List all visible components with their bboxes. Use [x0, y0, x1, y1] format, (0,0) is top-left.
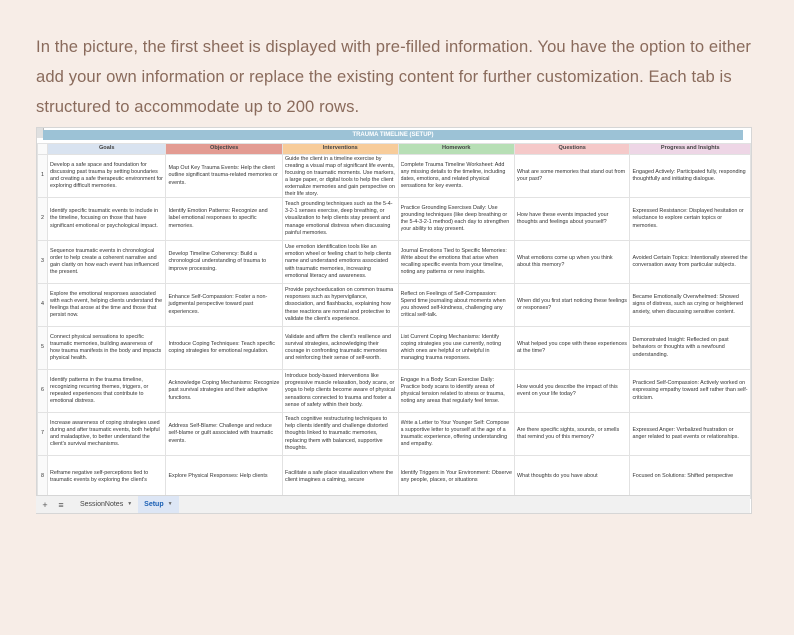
cell-text: When did you first start noticing these feelings or responses?: [517, 297, 627, 311]
table-cell[interactable]: [47, 284, 165, 327]
table-row: [38, 155, 751, 198]
table-cell[interactable]: [515, 284, 630, 327]
table-cell[interactable]: [47, 413, 165, 456]
table-cell[interactable]: [282, 155, 398, 198]
table-cell[interactable]: [515, 370, 630, 413]
table-cell[interactable]: [47, 327, 165, 370]
table-cell[interactable]: [47, 456, 165, 499]
cell-text: Explore the emotional responses associated with each event, helping clients understand the feelings that arose at the time and those that persist now.: [49, 290, 163, 319]
column-header[interactable]: Homework: [398, 144, 515, 155]
cell-text: Introduce body-based interventions like progressive muscle relaxation, body scans, or yoga to help clients become aware of physical sensations connected to trauma and foster a sense of safety within their body.: [284, 373, 395, 408]
cell-text: Expressed Resistance: Displayed hesitation or reluctance to explore certain topics or memories.: [632, 208, 744, 229]
table-row: [38, 370, 751, 413]
cell-text: How have these events impacted your thoughts and feelings about yourself?: [517, 211, 609, 225]
cell-text: Focused on Solutions: Shifted perspective: [632, 473, 734, 480]
table-row: [38, 456, 751, 499]
table-cell[interactable]: [630, 198, 751, 241]
cell-text: Complete Trauma Timeline Worksheet: Add any missing details to the timeline, including dates, emotions, and related physical sensations for key events.: [400, 161, 506, 190]
cell-text: Guide the client in a timeline exercise by creating a visual map of significant life events, focusing on traumatic moments. Use markers, a large paper, or digital tools to help the client externalize memories and gain perspective on their life story.: [284, 156, 395, 196]
column-header[interactable]: Interventions: [282, 144, 398, 155]
table-cell[interactable]: [515, 456, 630, 499]
table-cell[interactable]: [282, 327, 398, 370]
row-number[interactable]: 8: [38, 456, 48, 499]
table-cell[interactable]: [515, 198, 630, 241]
cell-text: What helped you cope with these experiences at the time?: [517, 340, 627, 354]
cell-text: What emotions come up when you think about this memory?: [517, 254, 613, 268]
table-cell[interactable]: [166, 456, 283, 499]
table-cell[interactable]: [47, 370, 165, 413]
table-row: [38, 413, 751, 456]
row-number[interactable]: 7: [38, 413, 48, 456]
cell-text: Engaged Actively: Participated fully, responding thoughtfully and initiating dialogue.: [632, 168, 746, 182]
table-cell[interactable]: [398, 456, 515, 499]
table-cell[interactable]: [166, 241, 283, 284]
cell-text: Develop Timeline Coherency: Build a chronological understanding of trauma to improve processing.: [168, 251, 267, 272]
cell-text: Reflect on Feelings of Self-Compassion: Spend time journaling about moments when you showed self-kindness, challenging any critical self-talk.: [400, 290, 506, 319]
row-number[interactable]: 4: [38, 284, 48, 327]
cell-text: Engage in a Body Scan Exercise Daily: Practice body scans to identify areas of physical tension related to stress or trauma, noting any areas that regularly feel tense.: [400, 376, 505, 405]
table-cell[interactable]: [515, 327, 630, 370]
table-row: [38, 241, 751, 284]
cell-text: Explore Physical Responses: Help clients: [168, 473, 268, 480]
cell-text: Expressed Anger: Verbalized frustration or anger related to past events or relationships.: [632, 426, 739, 440]
cell-text: Identify Emotion Patterns: Recognize and label emotional responses to specific memories.: [168, 208, 268, 229]
table-cell[interactable]: [166, 198, 283, 241]
table-cell[interactable]: [166, 413, 283, 456]
cell-text: Map Out Key Trauma Events: Help the client outline significant trauma-related memories or events.: [168, 165, 278, 186]
table-row: [38, 327, 751, 370]
table-cell[interactable]: [47, 241, 165, 284]
sheet-tab[interactable]: [74, 496, 138, 513]
cell-text: Became Emotionally Overwhelmed: Showed signs of distress, such as crying or heightened anxiety, when discussing sensitive content.: [632, 294, 744, 315]
table-cell[interactable]: [515, 413, 630, 456]
table-cell[interactable]: [282, 456, 398, 499]
table-cell[interactable]: [166, 327, 283, 370]
sheet-tab-bar: [36, 495, 750, 513]
cell-text: Identify patterns in the trauma timeline, recognizing recurring themes, triggers, or repeated experiences that contribute to emotional distress.: [49, 376, 149, 405]
column-header[interactable]: Goals: [47, 144, 165, 155]
cell-text: Develop a safe space and foundation for discussing past trauma by setting boundaries and creating a safe therapeutic environment for exploring difficult memories.: [49, 161, 163, 190]
cell-text: What thoughts do you have about: [517, 473, 598, 480]
table-cell[interactable]: [282, 241, 398, 284]
table-row: [38, 284, 751, 327]
table-cell[interactable]: [398, 413, 515, 456]
cell-text: Are there specific sights, sounds, or smells that remind you of this memory?: [517, 426, 620, 440]
table-cell[interactable]: [398, 198, 515, 241]
table-cell[interactable]: [282, 370, 398, 413]
cell-text: Provide psychoeducation on common trauma responses such as hypervigilance, dissociation, and flashbacks, explaining how these reactions are normal and protective to validate the client's experience.: [284, 287, 394, 322]
column-header[interactable]: Progress and Insights: [630, 144, 751, 155]
cell-text: Reframe negative self-perceptions tied to traumatic events by exploring the client's: [49, 469, 149, 483]
intro-text: In the picture, the first sheet is displayed with pre-filled information. You have the option to either add your own information or replace the existing content for further customization. Each tab is structured to accommodate up to 200 rows.: [36, 37, 752, 116]
row-number[interactable]: 1: [38, 155, 48, 198]
table-cell[interactable]: [398, 241, 515, 284]
row-number[interactable]: 2: [38, 198, 48, 241]
cell-text: Journal Emotions Tied to Specific Memories: Write about the emotions that arise when recalling specific events from your timeline, noting any patterns or new insights.: [400, 247, 507, 276]
cell-text: Sequence traumatic events in chronological order to help create a coherent narrative and gain clarity on how each event has influenced the present.: [49, 247, 159, 276]
table-cell[interactable]: [515, 241, 630, 284]
table-cell[interactable]: [630, 413, 751, 456]
column-header[interactable]: Questions: [515, 144, 630, 155]
sheet-title: TRAUMA TIMELINE (SETUP): [43, 130, 743, 140]
cell-text: Acknowledge Coping Mechanisms: Recognize past survival strategies and their adaptive functions.: [168, 380, 280, 401]
spreadsheet[interactable]: [36, 127, 752, 514]
cell-text: Increase awareness of coping strategies used during and after traumatic events, both helpful and maladaptive, to better understand the client's survival mechanisms.: [49, 419, 160, 448]
cell-text: Enhance Self-Compassion: Foster a non-judgmental perspective toward past experiences.: [168, 294, 268, 315]
table-cell[interactable]: [515, 155, 630, 198]
cell-text: Identify Triggers in Your Environment: Observe any people, places, or situations: [400, 469, 512, 483]
cell-text: Introduce Coping Techniques: Teach specific coping strategies for emotional regulation.: [168, 340, 275, 354]
cell-text: Teach grounding techniques such as the 5-4-3-2-1 senses exercise, deep breathing, or visualization to help clients stay present and manage emotional distress when discussing painful memories.: [284, 201, 393, 236]
cell-text: Connect physical sensations to specific traumatic memories, building awareness of how trauma manifests in the body and impacts physical health.: [49, 333, 162, 362]
table-cell[interactable]: [398, 370, 515, 413]
table-cell[interactable]: [398, 155, 515, 198]
table-cell[interactable]: [166, 155, 283, 198]
cell-text: Use emotion identification tools like an emotion wheel or feeling chart to help clients name and understand emotions associated with traumatic memories, increasing emotional literacy and awareness.: [284, 244, 392, 279]
plus-icon[interactable]: +: [42, 499, 48, 510]
table-cell[interactable]: [47, 198, 165, 241]
cell-text: Identify specific traumatic events to include in the timeline, focusing on those that have significant emotional or psychological impact.: [49, 208, 159, 229]
caret-down-icon[interactable]: ▼: [127, 501, 133, 507]
table-cell[interactable]: [47, 155, 165, 198]
row-number[interactable]: 6: [38, 370, 48, 413]
table-cell[interactable]: [282, 198, 398, 241]
cell-text: Practice Grounding Exercises Daily: Use grounding techniques (like deep breathing or the 5-4-3-2-1 method) each day to strengthen your ability to stay present.: [400, 204, 510, 233]
table-cell[interactable]: [166, 370, 283, 413]
table-cell[interactable]: [630, 327, 751, 370]
cell-text: How would you describe the impact of this event on your life today?: [517, 383, 618, 397]
row-number[interactable]: 5: [38, 327, 48, 370]
row-number[interactable]: 3: [38, 241, 48, 284]
data-grid[interactable]: [37, 143, 751, 499]
cell-text: Teach cognitive restructuring techniques to help clients identify and challenge distorted thoughts linked to traumatic memories, replacing them with balanced, supportive thoughts.: [284, 416, 388, 451]
cell-text: Avoided Certain Topics: Intentionally steered the conversation away from particular subjects.: [632, 254, 748, 268]
column-header[interactable]: Objectives: [166, 144, 283, 155]
cell-text: Write a Letter to Your Younger Self: Compose a supportive letter to yourself at the age of a traumatic experience, offering understanding and empathy.: [400, 419, 510, 448]
table-cell[interactable]: [630, 155, 751, 198]
cell-text: Address Self-Blame: Challenge and reduce self-blame or guilt associated with traumatic events.: [168, 423, 274, 444]
row-number-header: [38, 144, 48, 155]
cell-text: List Current Coping Mechanisms: Identify coping strategies you use currently, noting which ones are helpful or unhelpful in managing trauma responses.: [400, 333, 502, 362]
sheet-tab[interactable]: [138, 496, 178, 513]
cell-text: Facilitate a safe place visualization where the client imagines a calming, secure: [284, 469, 394, 483]
caret-down-icon[interactable]: ▼: [167, 501, 173, 507]
table-cell[interactable]: [166, 284, 283, 327]
table-cell[interactable]: [398, 327, 515, 370]
cell-text: Practiced Self-Compassion: Actively worked on expressing empathy toward self rather than self-criticism.: [632, 380, 748, 401]
table-cell[interactable]: [282, 413, 398, 456]
cell-text: Validate and affirm the client's resilience and survival strategies, acknowledging their courage in confronting traumatic memories and reinforcing their sense of self-worth.: [284, 333, 391, 362]
table-row: [38, 198, 751, 241]
table-cell[interactable]: [630, 456, 751, 499]
table-cell[interactable]: [630, 241, 751, 284]
table-cell[interactable]: [630, 284, 751, 327]
sheet-tab-label: SessionNotes: [80, 501, 124, 508]
table-cell[interactable]: [282, 284, 398, 327]
header-row: [38, 144, 751, 155]
all-sheets-icon[interactable]: ≡: [58, 499, 64, 510]
sheet-tab-label: Setup: [144, 501, 164, 508]
cell-text: What are some memories that stand out from your past?: [517, 168, 626, 182]
table-cell[interactable]: [630, 370, 751, 413]
table-cell[interactable]: [398, 284, 515, 327]
cell-text: Demonstrated Insight: Reflected on past behaviors or thoughts with a newfound understanding.: [632, 337, 729, 358]
